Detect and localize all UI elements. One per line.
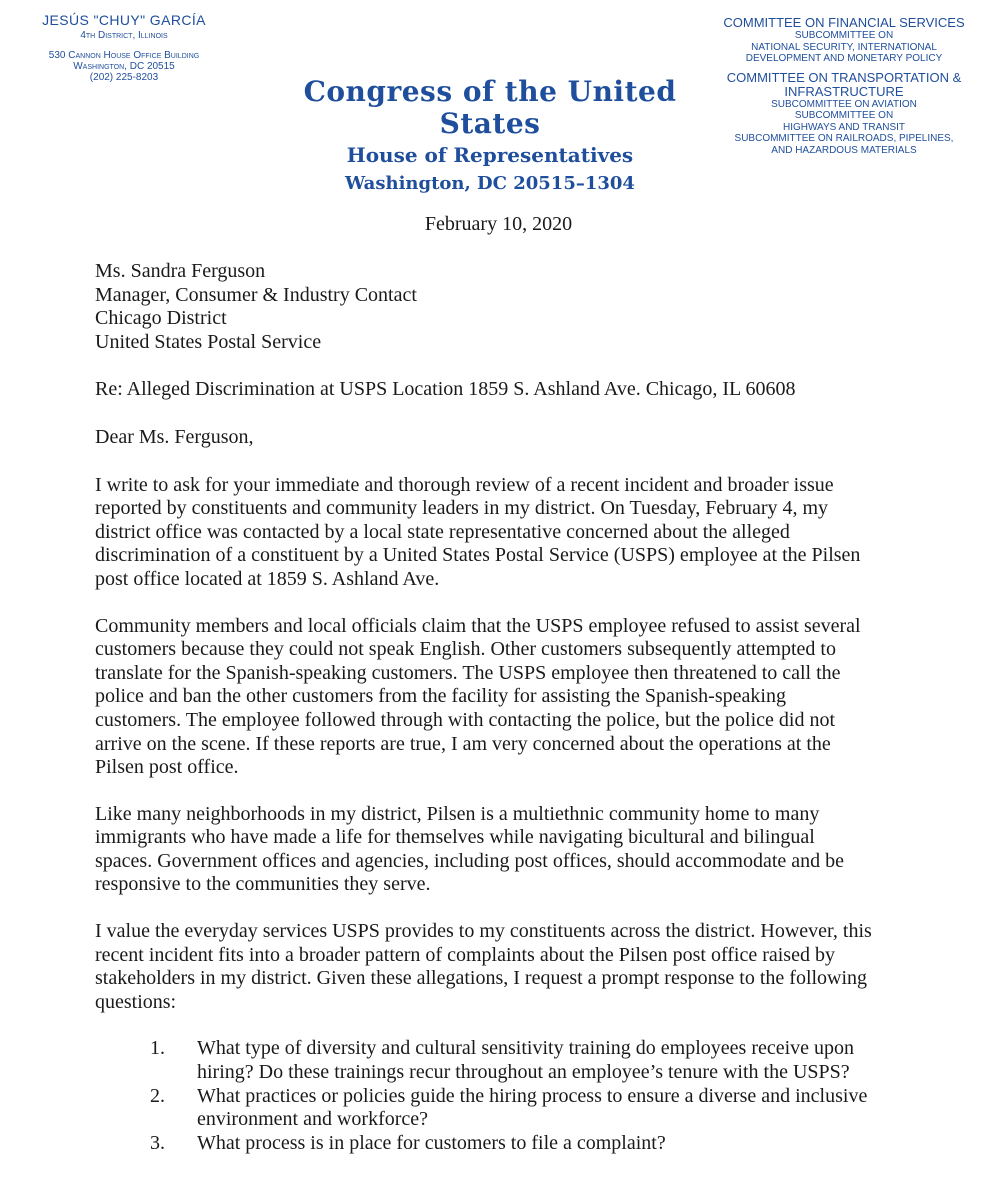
recipient-line: Manager, Consumer & Industry Contact xyxy=(95,283,417,306)
text-line: Like many neighborhoods in my district, Pilsen is a multiethnic community home to many xyxy=(95,802,820,825)
question-item xyxy=(95,1037,965,1084)
question-item xyxy=(95,1132,965,1156)
sender-office: 530 Cannon House Office Building xyxy=(48,50,200,61)
text-line: What process is in place for customers to file a complaint? xyxy=(197,1131,666,1154)
text-line: What practices or policies guide the hiring process to ensure a diverse and inclusive xyxy=(197,1084,868,1107)
sender-block xyxy=(24,12,224,83)
recipient-line: United States Postal Service xyxy=(95,330,322,353)
subcommittee-line: SUBCOMMITTEE ON xyxy=(794,110,894,121)
text-line: What type of diversity and cultural sensitivity training do employees receive upon xyxy=(197,1037,855,1060)
paragraph xyxy=(95,920,965,1014)
text-line: recent incident fits into a broader pattern of complaints about the Pilsen post office raised by xyxy=(95,943,835,966)
letter-date: February 10, 2020 xyxy=(424,213,573,235)
question-number: 3. xyxy=(150,1131,165,1154)
sender-phone: (202) 225-8203 xyxy=(89,72,159,83)
text-line: post office located at 1859 S. Ashland Ave. xyxy=(95,567,440,590)
salutation: Dear Ms. Ferguson, xyxy=(95,425,254,448)
text-line: hiring? Do these trainings recur throughout an employee’s tenure with the USPS? xyxy=(197,1061,850,1084)
sender-name: JESÚS "CHUY" GARCÍA xyxy=(42,12,206,28)
subcommittee-line: SUBCOMMITTEE ON AVIATION xyxy=(771,98,917,110)
question-item xyxy=(95,1085,965,1132)
text-line: immigrants who have made a life for themselves while navigating bicultural and bilingual xyxy=(95,826,815,849)
text-line: customers. The employee followed through with contacting the police, but the police did not xyxy=(95,708,836,731)
subcommittee-line: SUBCOMMITTEE ON RAILROADS, PIPELINES, xyxy=(734,133,954,144)
subcommittee-line: HIGHWAYS AND TRANSIT xyxy=(782,121,906,133)
recipient-address xyxy=(95,260,965,354)
sender-address xyxy=(24,50,224,83)
masthead-house: House of Representatives xyxy=(346,143,634,167)
paragraph xyxy=(95,615,965,780)
text-line: police and ban the other customers from the facility for assisting the Spanish-speaking xyxy=(95,685,786,708)
masthead-congress: Congress of the United States xyxy=(303,75,677,140)
text-line: environment and workforce? xyxy=(197,1108,429,1131)
subcommittee-line: AND HAZARDOUS MATERIALS xyxy=(771,144,917,156)
text-line: translate for the Spanish-speaking customers. The USPS employee then threatened to call the xyxy=(95,661,841,684)
letter-body xyxy=(95,260,965,1155)
recipient-line: Ms. Sandra Ferguson xyxy=(95,260,266,282)
text-line: discrimination of a constituent by a United States Postal Service (USPS) employee at the Pilsen xyxy=(95,544,861,567)
text-line: responsive to the communities they serve. xyxy=(95,873,431,896)
committee-title-cont: INFRASTRUCTURE xyxy=(784,83,904,99)
subcommittee-line: DEVELOPMENT AND MONETARY POLICY xyxy=(745,53,943,64)
question-number: 1. xyxy=(150,1037,165,1060)
subject-line: Re: Alleged Discrimination at USPS Location 1859 S. Ashland Ave. Chicago, IL 60608 xyxy=(95,378,796,401)
text-line: Pilsen post office. xyxy=(95,756,239,779)
text-line: arrive on the scene. If these reports are true, I am very concerned about the operations at the xyxy=(95,732,831,755)
text-line: questions: xyxy=(95,990,177,1013)
text-line: I write to ask for your immediate and thorough review of a recent incident and broader issue xyxy=(95,473,834,496)
masthead xyxy=(270,76,710,196)
question-list xyxy=(95,1037,965,1155)
paragraph xyxy=(95,474,965,592)
sender-district: 4th District, Illinois xyxy=(80,30,168,41)
text-line: spaces. Government offices and agencies, including post offices, should accommodate and be xyxy=(95,849,845,872)
sender-city: Washington, DC 20515 xyxy=(73,61,175,72)
subcommittee-line: NATIONAL SECURITY, INTERNATIONAL xyxy=(751,41,937,53)
subcommittee-line: SUBCOMMITTEE ON xyxy=(794,30,894,41)
committee-title: COMMITTEE ON FINANCIAL SERVICES xyxy=(723,15,965,30)
text-line: stakeholders in my district. Given these allegations, I request a prompt response to the following xyxy=(95,967,868,990)
recipient-line: Chicago District xyxy=(95,307,227,330)
committee-block xyxy=(719,16,969,156)
text-line: district office was contacted by a local state representative concerned about the alleged xyxy=(95,520,790,543)
paragraph xyxy=(95,803,965,897)
text-line: I value the everyday services USPS provides to my constituents across the district. However, this xyxy=(95,920,872,943)
text-line: customers because they could not speak English. Other customers subsequently attempted to xyxy=(95,638,836,661)
text-line: reported by constituents and community leaders in my district. On Tuesday, February 4, my xyxy=(95,497,829,520)
question-number: 2. xyxy=(150,1084,165,1107)
text-line: Community members and local officials claim that the USPS employee refused to assist several xyxy=(95,614,861,637)
committee-title: COMMITTEE ON TRANSPORTATION & xyxy=(726,69,962,85)
masthead-address: Washington, DC 20515–1304 xyxy=(345,173,635,194)
